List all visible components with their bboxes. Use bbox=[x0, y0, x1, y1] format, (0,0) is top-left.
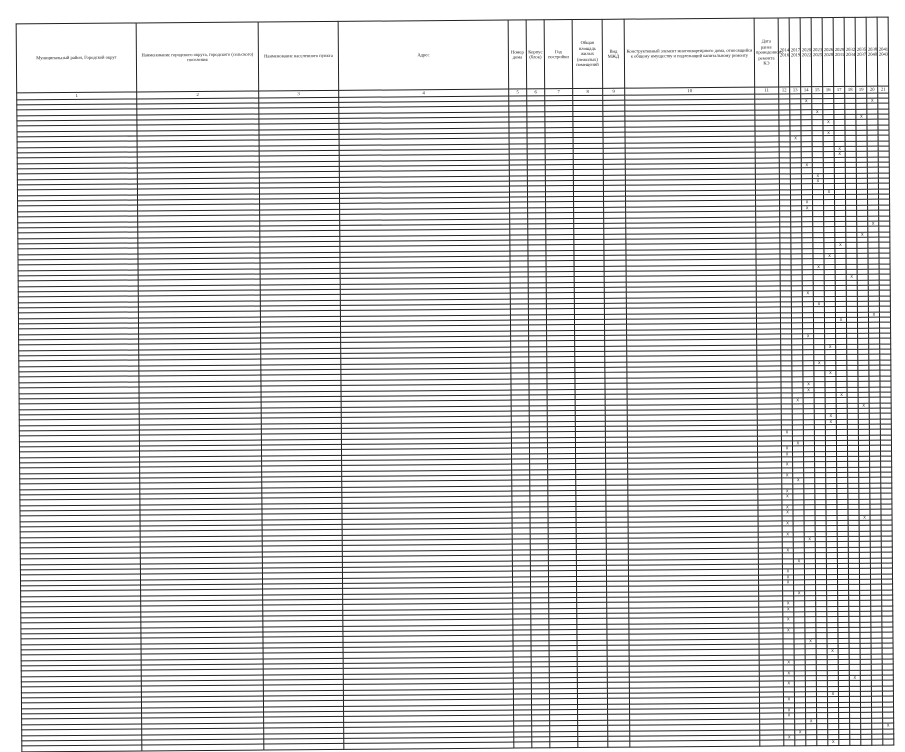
repair-mark: X bbox=[828, 740, 839, 745]
repair-mark: X bbox=[782, 505, 793, 510]
column-header: 2035 2037 bbox=[855, 17, 867, 86]
column-header: Номер дома bbox=[508, 20, 527, 89]
table-cell bbox=[784, 740, 795, 745]
repair-mark: X bbox=[792, 441, 803, 446]
table-cell bbox=[817, 740, 828, 745]
repair-mark: X bbox=[835, 317, 846, 322]
capital-repair-schedule-table bbox=[16, 17, 895, 752]
column-header: 2032 2034 bbox=[844, 17, 856, 86]
table-cell bbox=[839, 740, 850, 745]
column-number: 6 bbox=[527, 89, 545, 96]
column-number: 9 bbox=[603, 88, 625, 95]
column-header: Корпус (блок) bbox=[526, 20, 545, 89]
repair-mark: X bbox=[812, 173, 823, 178]
column-header: Наименование городского округа, городского (сельского) поселения bbox=[136, 22, 259, 92]
repair-mark: X bbox=[825, 414, 836, 419]
column-number: 10 bbox=[625, 87, 755, 95]
table-cell bbox=[806, 740, 817, 745]
repair-mark: X bbox=[782, 548, 793, 553]
repair-mark: X bbox=[812, 179, 823, 184]
table-cell bbox=[630, 740, 760, 746]
column-number: 15 bbox=[812, 87, 823, 94]
repair-mark: X bbox=[859, 515, 870, 520]
column-header: 2038 2040 bbox=[866, 17, 878, 86]
column-header: Адрес bbox=[338, 20, 509, 90]
repair-mark: X bbox=[825, 344, 836, 349]
repair-mark: X bbox=[790, 136, 801, 141]
repair-mark: X bbox=[802, 205, 813, 210]
repair-mark: X bbox=[806, 718, 817, 723]
repair-mark: X bbox=[783, 606, 794, 611]
repair-mark: X bbox=[813, 302, 824, 307]
table-cell bbox=[850, 740, 861, 745]
repair-mark: X bbox=[868, 312, 879, 317]
repair-mark: X bbox=[782, 489, 793, 494]
table-body bbox=[17, 93, 894, 752]
repair-mark: X bbox=[782, 462, 793, 467]
repair-mark: X bbox=[782, 473, 793, 478]
repair-mark: X bbox=[803, 387, 814, 392]
column-number: 19 bbox=[856, 86, 867, 93]
table-cell bbox=[514, 742, 532, 747]
repair-mark: X bbox=[825, 371, 836, 376]
repair-mark: X bbox=[793, 558, 804, 563]
repair-mark: X bbox=[783, 671, 794, 676]
repair-mark: X bbox=[836, 392, 847, 397]
table-cell bbox=[883, 739, 894, 744]
column-number: 7 bbox=[545, 89, 573, 96]
column-header: Конструктивный элемент многоквартирного дома, относящийся к общему имуществу и подлежащий капитальному ремонту bbox=[624, 18, 755, 88]
column-header: Вид МЖД bbox=[602, 19, 625, 88]
column-header: 2041 2043 bbox=[877, 17, 889, 86]
repair-mark: X bbox=[849, 675, 860, 680]
repair-mark: X bbox=[783, 697, 794, 702]
repair-mark: X bbox=[834, 152, 845, 157]
column-number: 1 bbox=[17, 92, 137, 100]
repair-mark: X bbox=[802, 291, 813, 296]
repair-mark: X bbox=[784, 713, 795, 718]
column-header: Год постройки bbox=[544, 20, 573, 89]
table-cell bbox=[861, 739, 872, 744]
repair-mark: X bbox=[823, 120, 834, 125]
repair-mark: X bbox=[783, 617, 794, 622]
column-number: 17 bbox=[834, 86, 845, 93]
repair-mark: X bbox=[803, 334, 814, 339]
repair-mark: X bbox=[823, 189, 834, 194]
column-number: 2 bbox=[137, 91, 259, 99]
repair-mark: X bbox=[835, 243, 846, 248]
column-number: 5 bbox=[509, 89, 527, 96]
table-cell bbox=[344, 742, 514, 749]
table-cell bbox=[578, 741, 608, 747]
column-header: 2014 2016 bbox=[778, 18, 790, 87]
repair-mark: X bbox=[868, 221, 879, 226]
repair-mark: X bbox=[801, 163, 812, 168]
table-cell bbox=[872, 739, 883, 744]
repair-mark: X bbox=[827, 649, 838, 654]
scanned-table-page bbox=[16, 17, 893, 745]
repair-mark: X bbox=[782, 521, 793, 526]
repair-mark: X bbox=[803, 382, 814, 387]
column-number: 13 bbox=[790, 87, 801, 94]
repair-mark: X bbox=[883, 723, 894, 728]
repair-mark: X bbox=[813, 264, 824, 269]
repair-mark: X bbox=[805, 638, 816, 643]
header-row bbox=[16, 17, 889, 93]
column-header: Наименование населенного пункта bbox=[258, 21, 339, 91]
column-number: 16 bbox=[823, 87, 834, 94]
repair-mark: X bbox=[781, 446, 792, 451]
column-number: 11 bbox=[755, 87, 779, 94]
column-number: 12 bbox=[779, 87, 790, 94]
column-header: 2023 2025 bbox=[811, 18, 823, 87]
column-header: Муниципальный район, Городской округ bbox=[16, 23, 137, 93]
column-header: 2020 2022 bbox=[800, 18, 812, 87]
repair-mark: X bbox=[783, 681, 794, 686]
repair-mark: X bbox=[858, 403, 869, 408]
repair-mark: X bbox=[812, 109, 823, 114]
repair-mark: X bbox=[834, 146, 845, 151]
repair-mark: X bbox=[857, 232, 868, 237]
repair-mark: X bbox=[827, 692, 838, 697]
repair-mark: X bbox=[782, 494, 793, 499]
repair-mark: X bbox=[825, 419, 836, 424]
column-header: 2026 2028 bbox=[822, 18, 834, 87]
repair-mark: X bbox=[783, 580, 794, 585]
repair-mark: X bbox=[856, 114, 867, 119]
repair-mark: X bbox=[793, 478, 804, 483]
repair-mark: X bbox=[781, 430, 792, 435]
repair-mark: X bbox=[784, 735, 795, 740]
repair-mark: X bbox=[823, 131, 834, 136]
repair-mark: X bbox=[792, 398, 803, 403]
repair-mark: X bbox=[784, 708, 795, 713]
repair-mark: X bbox=[814, 360, 825, 365]
column-number: 8 bbox=[573, 88, 603, 95]
column-header: 2017 2019 bbox=[789, 18, 801, 87]
table-cell bbox=[608, 741, 630, 747]
repair-mark: X bbox=[794, 590, 805, 595]
column-number: 21 bbox=[878, 86, 889, 93]
repair-mark: X bbox=[782, 569, 793, 574]
repair-mark: X bbox=[801, 99, 812, 104]
repair-mark: X bbox=[804, 537, 815, 542]
repair-mark: X bbox=[802, 200, 813, 205]
table-cell bbox=[795, 740, 806, 745]
repair-mark: X bbox=[782, 574, 793, 579]
column-number: 18 bbox=[845, 86, 856, 93]
column-number: 4 bbox=[339, 89, 509, 97]
table-cell bbox=[264, 744, 344, 750]
column-number: 20 bbox=[867, 86, 878, 93]
column-header: 2029 2031 bbox=[833, 17, 845, 86]
repair-mark: X bbox=[846, 275, 857, 280]
repair-mark: X bbox=[782, 451, 793, 456]
repair-mark: X bbox=[783, 660, 794, 665]
table-cell bbox=[142, 744, 264, 750]
column-header: Дата ранее проведенного ремонта КЭ bbox=[754, 18, 779, 87]
column-number: 3 bbox=[259, 90, 339, 97]
table-cell bbox=[532, 742, 550, 747]
repair-mark: X bbox=[783, 601, 794, 606]
repair-mark: X bbox=[782, 510, 793, 515]
table-cell bbox=[22, 745, 142, 751]
repair-mark: X bbox=[783, 628, 794, 633]
repair-mark: X bbox=[824, 253, 835, 258]
repair-mark: X bbox=[782, 532, 793, 537]
column-header: Общая площадь жилых (нежилых) помещений bbox=[572, 19, 603, 88]
repair-mark: X bbox=[867, 98, 878, 103]
column-number: 14 bbox=[801, 87, 812, 94]
table-cell bbox=[760, 740, 784, 746]
table-cell bbox=[550, 742, 578, 748]
repair-mark: X bbox=[795, 729, 806, 734]
